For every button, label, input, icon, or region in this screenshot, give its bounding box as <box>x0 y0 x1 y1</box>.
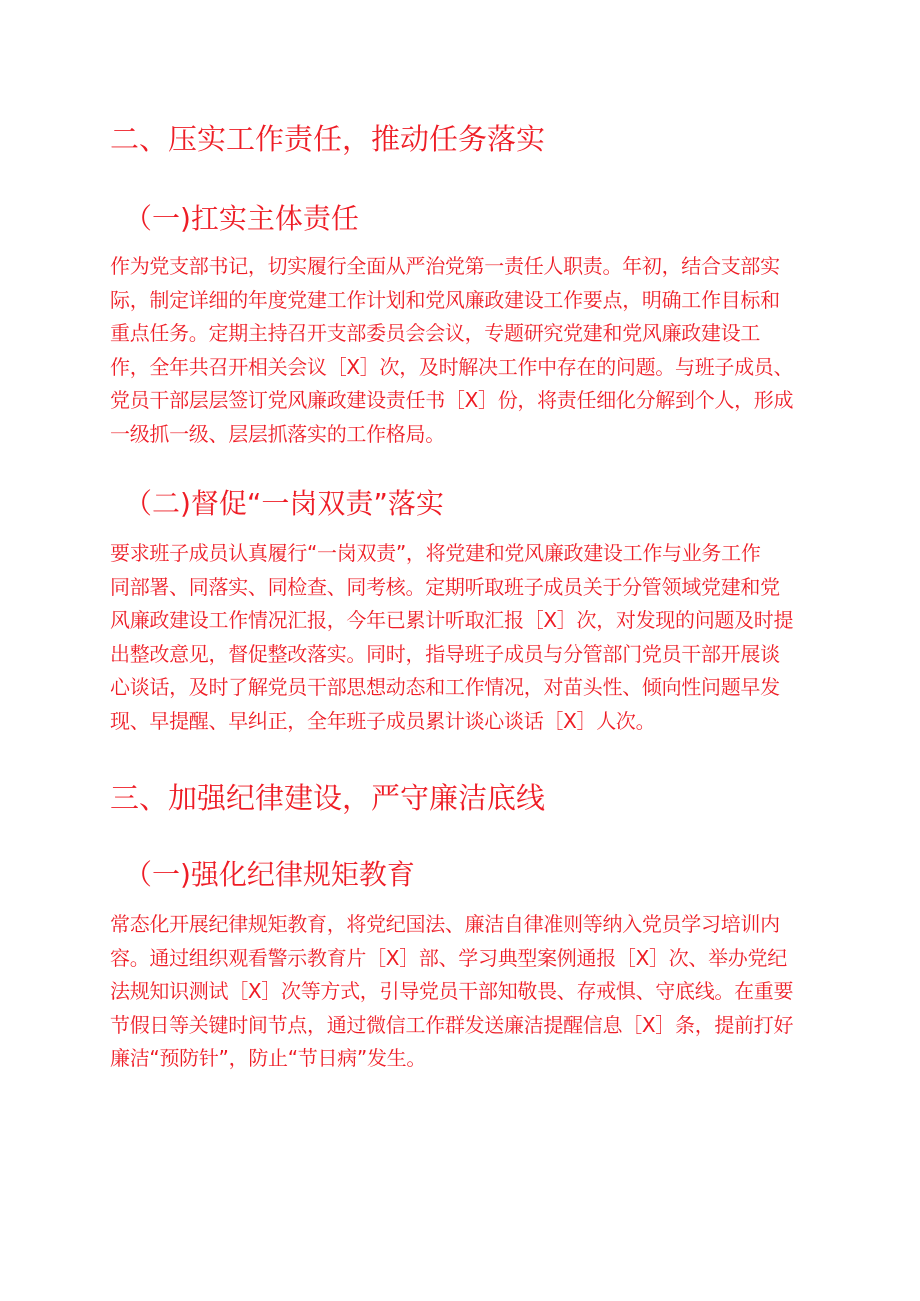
paragraph-line: 节假日等关键时间节点，通过微信工作群发送廉洁提醒信息［X］条，提前打好 <box>110 1012 794 1037</box>
section-2-heading: 二、压实工作责任，推动任务落实 <box>110 122 546 156</box>
subsection-2-2-paragraph <box>110 537 810 739</box>
paragraph-line: 一级抓一级、层层抓落实的工作格局。 <box>110 421 445 446</box>
subsection-3-1-heading: （一)强化纪律规矩教育 <box>124 858 415 891</box>
paragraph-line: 作，全年共召开相关会议［X］次，及时解决工作中存在的问题。与班子成员、 <box>110 354 794 379</box>
paragraph-line: 法规知识测试［X］次等方式，引导党员干部知敬畏、存戒惧、守底线。在重要 <box>110 979 794 1004</box>
paragraph-line: 心谈话，及时了解党员干部思想动态和工作情况，对苗头性、倾向性问题早发 <box>110 675 780 700</box>
section-3-heading: 三、加强纪律建设，严守廉洁底线 <box>110 781 546 815</box>
paragraph-line: 风廉政建设工作情况汇报，今年已累计听取汇报［X］次，对发现的问题及时提 <box>110 608 794 633</box>
subsection-2-1-paragraph <box>110 250 810 452</box>
paragraph-line: 现、早提醒、早纠正，全年班子成员累计谈心谈话［X］人次。 <box>110 708 656 733</box>
paragraph-line: 出整改意见，督促整改落实。同时，指导班子成员与分管部门党员干部开展谈 <box>110 641 780 666</box>
paragraph-line: 重点任务。定期主持召开支部委员会会议，专题研究党建和党风廉政建设工 <box>110 321 761 346</box>
paragraph-line: 同部署、同落实、同检查、同考核。定期听取班子成员关于分管领域党建和党 <box>110 574 780 599</box>
paragraph-line: 际，制定详细的年度党建工作计划和党风廉政建设工作要点，明确工作目标和 <box>110 287 780 312</box>
subsection-2-1-heading: （一)扛实主体责任 <box>124 202 359 235</box>
paragraph-line: 要求班子成员认真履行“一岗双责”，将党建和党风廉政建设工作与业务工作 <box>110 541 761 565</box>
subsection-2-2-heading: （二)督促“一岗双责”落实 <box>124 487 444 520</box>
paragraph-line: 容。通过组织观看警示教育片［X］部、学习典型案例通报［X］次、举办党纪 <box>110 945 787 970</box>
paragraph-line: 作为党支部书记，切实履行全面从严治党第一责任人职责。年初，结合支部实 <box>110 254 780 278</box>
paragraph-line: 廉洁“预防针”，防止“节日病”发生。 <box>110 1046 427 1071</box>
paragraph-line: 党员干部层层签订党风廉政建设责任书［X］份，将责任细化分解到个人，形成 <box>110 388 794 413</box>
subsection-3-1-paragraph <box>110 908 810 1076</box>
paragraph-line: 常态化开展纪律规矩教育，将党纪国法、廉洁自律准则等纳入党员学习培训内 <box>110 912 780 936</box>
